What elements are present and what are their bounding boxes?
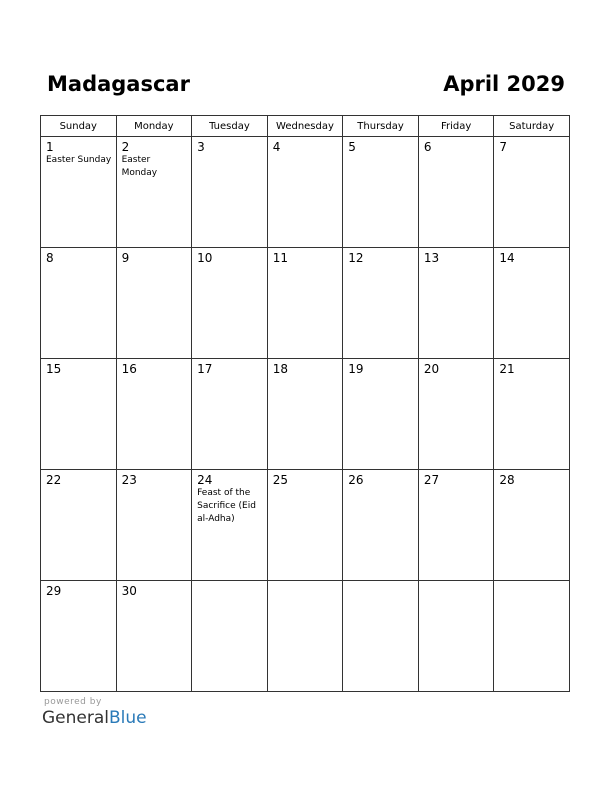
calendar-day-cell: [494, 581, 570, 692]
calendar-day-cell: [41, 359, 117, 470]
holiday-event: Feast of the Sacrifice (Eid al-Adha): [197, 488, 256, 524]
calendar-day-cell: [116, 470, 192, 581]
weekday-saturday: Saturday: [494, 116, 570, 137]
day-number: 19: [348, 362, 364, 376]
calendar-day-cell: [116, 581, 192, 692]
calendar-day-cell: [494, 137, 570, 248]
day-number: 26: [348, 473, 364, 487]
day-number: 27: [423, 473, 440, 487]
day-number: 30: [121, 584, 137, 598]
day-number: 25: [272, 473, 288, 487]
day-number: 9: [121, 251, 130, 265]
calendar-day-cell: [418, 470, 494, 581]
brand-logo-blue: Blue: [109, 708, 147, 728]
weekday-friday: Friday: [418, 116, 494, 137]
day-number: 22: [46, 473, 62, 487]
day-number: 13: [423, 251, 440, 265]
calendar-month-title: April 2029: [443, 72, 565, 96]
day-number: 4: [272, 140, 281, 154]
day-number: 29: [46, 584, 62, 598]
day-number: 3: [197, 140, 205, 154]
calendar-day-cell: [343, 248, 419, 359]
powered-by-label: powered by: [44, 697, 102, 707]
calendar-day-cell: [41, 581, 117, 692]
calendar-day-cell: [494, 248, 570, 359]
weekday-monday: Monday: [116, 116, 192, 137]
weekday-thursday: Thursday: [343, 116, 419, 137]
day-number: 12: [348, 251, 364, 265]
calendar-day-cell: [116, 248, 192, 359]
calendar-day-cell: [267, 470, 343, 581]
calendar-day-cell: [343, 137, 419, 248]
calendar-day-cell: [343, 359, 419, 470]
weekday-wednesday: Wednesday: [267, 116, 343, 137]
day-number: 2: [121, 140, 130, 154]
day-number: 18: [272, 362, 288, 376]
weekday-sunday: Sunday: [41, 116, 117, 137]
calendar-week-row: [41, 248, 570, 359]
weekday-tuesday: Tuesday: [192, 116, 268, 137]
calendar-day-cell: [494, 470, 570, 581]
day-number: 15: [46, 362, 62, 376]
calendar-day-cell: [41, 248, 117, 359]
calendar-day-cell: [267, 359, 343, 470]
day-number: 21: [499, 362, 515, 376]
calendar-day-cell: [418, 137, 494, 248]
calendar-day-cell: [418, 359, 494, 470]
calendar-day-cell: [267, 137, 343, 248]
calendar-day-cell: [418, 248, 494, 359]
calendar-week-row: [41, 137, 570, 248]
calendar-day-cell: [192, 137, 268, 248]
calendar-day-cell: [418, 581, 494, 692]
day-number: 16: [121, 362, 137, 376]
day-number: 7: [499, 140, 508, 154]
calendar-day-cell: [192, 359, 268, 470]
day-number: 20: [423, 362, 440, 376]
day-number: 6: [423, 140, 432, 154]
day-number: 24: [197, 473, 213, 487]
day-number: 8: [46, 251, 54, 265]
calendar-day-cell: [494, 359, 570, 470]
calendar-day-cell: [267, 581, 343, 692]
calendar-day-cell: [116, 359, 192, 470]
calendar-day-cell: [116, 137, 192, 248]
day-number: 28: [499, 473, 515, 487]
calendar-day-cell: [267, 248, 343, 359]
calendar-week-row: [41, 581, 570, 692]
holiday-event: Easter Sunday: [46, 155, 112, 165]
calendar-grid: [40, 115, 570, 692]
calendar-week-row: [41, 359, 570, 470]
brand-logo-general: General: [42, 708, 109, 728]
brand-logo[interactable]: [42, 708, 147, 728]
calendar-day-cell: [192, 581, 268, 692]
day-number: 5: [348, 140, 356, 154]
day-number: 17: [197, 362, 213, 376]
holiday-event: Easter Monday: [121, 155, 158, 178]
day-number: 10: [197, 251, 213, 265]
day-number: 14: [499, 251, 515, 265]
calendar-country-title: Madagascar: [47, 72, 190, 96]
calendar-day-cell: [192, 470, 268, 581]
calendar-day-cell: [343, 470, 419, 581]
calendar-week-row: [41, 470, 570, 581]
day-number: 23: [121, 473, 137, 487]
calendar-day-cell: [343, 581, 419, 692]
weekday-header-row: [41, 116, 570, 137]
day-number: 1: [46, 140, 54, 154]
calendar-day-cell: [192, 248, 268, 359]
calendar-day-cell: [41, 137, 117, 248]
calendar-day-cell: [41, 470, 117, 581]
day-number: 11: [272, 251, 288, 265]
